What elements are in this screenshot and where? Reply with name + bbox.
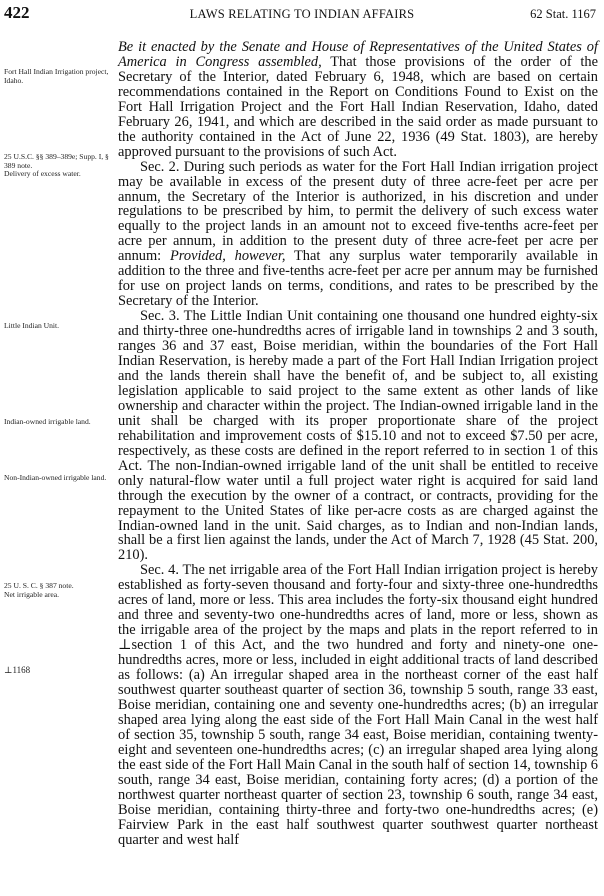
margin-note-non-indian-owned: Non-Indian-owned irrigable land. <box>4 473 107 482</box>
enacting-clause <box>118 40 598 160</box>
section-1-text: That those provisions of the order of the Secretary of the Interior, dated February 6, 1948, which are based on certain recommendations contained in the Report on Conditions Found to Exist on the Fort Hall Irrigation Project and the Fort Hall Indian Reservation, Idaho, dated February 26, 1941, and which are described in the said order as made pursuant to the authority contained in the Act of June 22, 1936 (49 Stat. 1803), are hereby approved pursuant to the provisions of such Act. <box>118 53 599 160</box>
section-4: Sec. 4. The net irrigable area of the Fort Hall Indian irrigation project is hereby established as forty-seven thousand and forty-four and sixty-three one-hundredths acres of land, more or less. This area includes the forty-six thousand eight hundred and three and seventy-two one-hundredths acres of land, more or less, shown as the irrigable area of the project by the maps and plats in the report referred to in ⊥section 1 of this Act, and the two hundred and forty and ninety-one one-hundredths acres, more or less, included in eight additional tracts of land described as follows: (a) An irregular shaped area in the northeast corner of the east half southwest quarter southeast quarter of section 36, township 5 south, range 33 east, Boise meridian, containing one and seventy one-hundredths acres; (b) an irregular shaped area lying along the east side of the Fort Hall Main Canal in the west half of section 35, township 5 south, range 34 east, Boise meridian, containing twenty-eight and seventeen one-hundredths acres; (c) an irregular shaped area lying along the east side of the Fort Hall Main Canal in the south half of section 14, township 6 south, range 34 east, Boise meridian, containing forty acres; (d) a portion of the northwest quarter northeast quarter of section 23, township 6 south, range 34 east, Boise meridian, containing thirty-three and forty-two one-hundredths acres; (e) Fairview Park in the east half southwest quarter southwest quarter northeast quarter and west half <box>118 562 598 848</box>
section-2-text: Sec. 2. During such periods as water for the Fort Hall Indian irrigation project may be available in excess of the present duty of three acre-feet per acre per annum, the Secretary of the Interior is authorized, in his discretion and under regulations to be prescribed by him, to permit the delivery of such excess water equally to the project lands in an amount not to exceed five-tenths acre-feet per acre per annum, in addition to the present duty of three acre-feet per acre per annum: <box>118 158 598 265</box>
margin-note-indian-owned: Indian-owned irrigable land. <box>4 417 91 426</box>
margin-note-net-irrigable: 25 U. S. C. § 387 note. Net irrigable area. <box>4 581 74 599</box>
enacting-formula: Be it enacted by the Senate and House of Representatives of the United States of America in Congress assembled, <box>118 39 598 70</box>
margin-note-fort-hall: Fort Hall Indian Irrigation project, Idaho. <box>4 67 109 85</box>
page-header <box>0 3 604 25</box>
margin-note-excess-water: 25 U.S.C. §§ 389–389e; Supp. I, § 389 note. Delivery of excess water. <box>4 152 109 179</box>
page-number: 422 <box>4 3 30 22</box>
margin-note-page-break: ⊥1168 <box>4 665 31 675</box>
section-2-proviso-text: That any surplus water temporarily available in addition to the three and five-tenths acre-feet per acre per annum may be furnished for use on project lands on terms, conditions, and rates to be prescribed by the Secretary of the Interior. <box>118 248 598 310</box>
statute-citation: 62 Stat. 1167 <box>530 7 596 21</box>
proviso: Provided, however, <box>170 248 286 265</box>
statute-body <box>118 40 598 847</box>
margin-note-little-indian-unit: Little Indian Unit. <box>4 321 60 330</box>
running-title: LAWS RELATING TO INDIAN AFFAIRS <box>189 7 415 21</box>
section-3: Sec. 3. The Little Indian Unit containing one thousand one hundred eighty-six and thirty-three one-hundredths acres of irrigable land in townships 2 and 3 south, ranges 36 and 37 east, Boise meridian, within the boundaries of the Fort Hall Indian Reservation, is hereby made a part of the Fort Hall Indian Irrigation project and the lands therein shall have the benefit of, and be subject to, all existing legislation applicable to said project to the same extent as other lands of like ownership and character within the project. The Indian-owned irrigable land in the unit shall be charged with its proper proportionate share of the project rehabilitation and improvement costs of $15.10 and not to exceed $7.50 per acre, respectively, as these costs are defined in the report referred to in section 1 of this Act. The non-Indian-owned irrigable land of the unit shall be entitled to receive only natural-flow water until a full project water right is acquired for said land through the execution by the owner of a contract, or contracts, providing for the repayment to the United States of like per-acre costs as are charged against the Indian-owned land in the unit. Said charges, as to Indian and non-Indian lands, shall be a first lien against the lands, under the Act of March 7, 1928 (45 Stat. 200, 210). <box>118 308 598 564</box>
section-2 <box>118 160 598 310</box>
